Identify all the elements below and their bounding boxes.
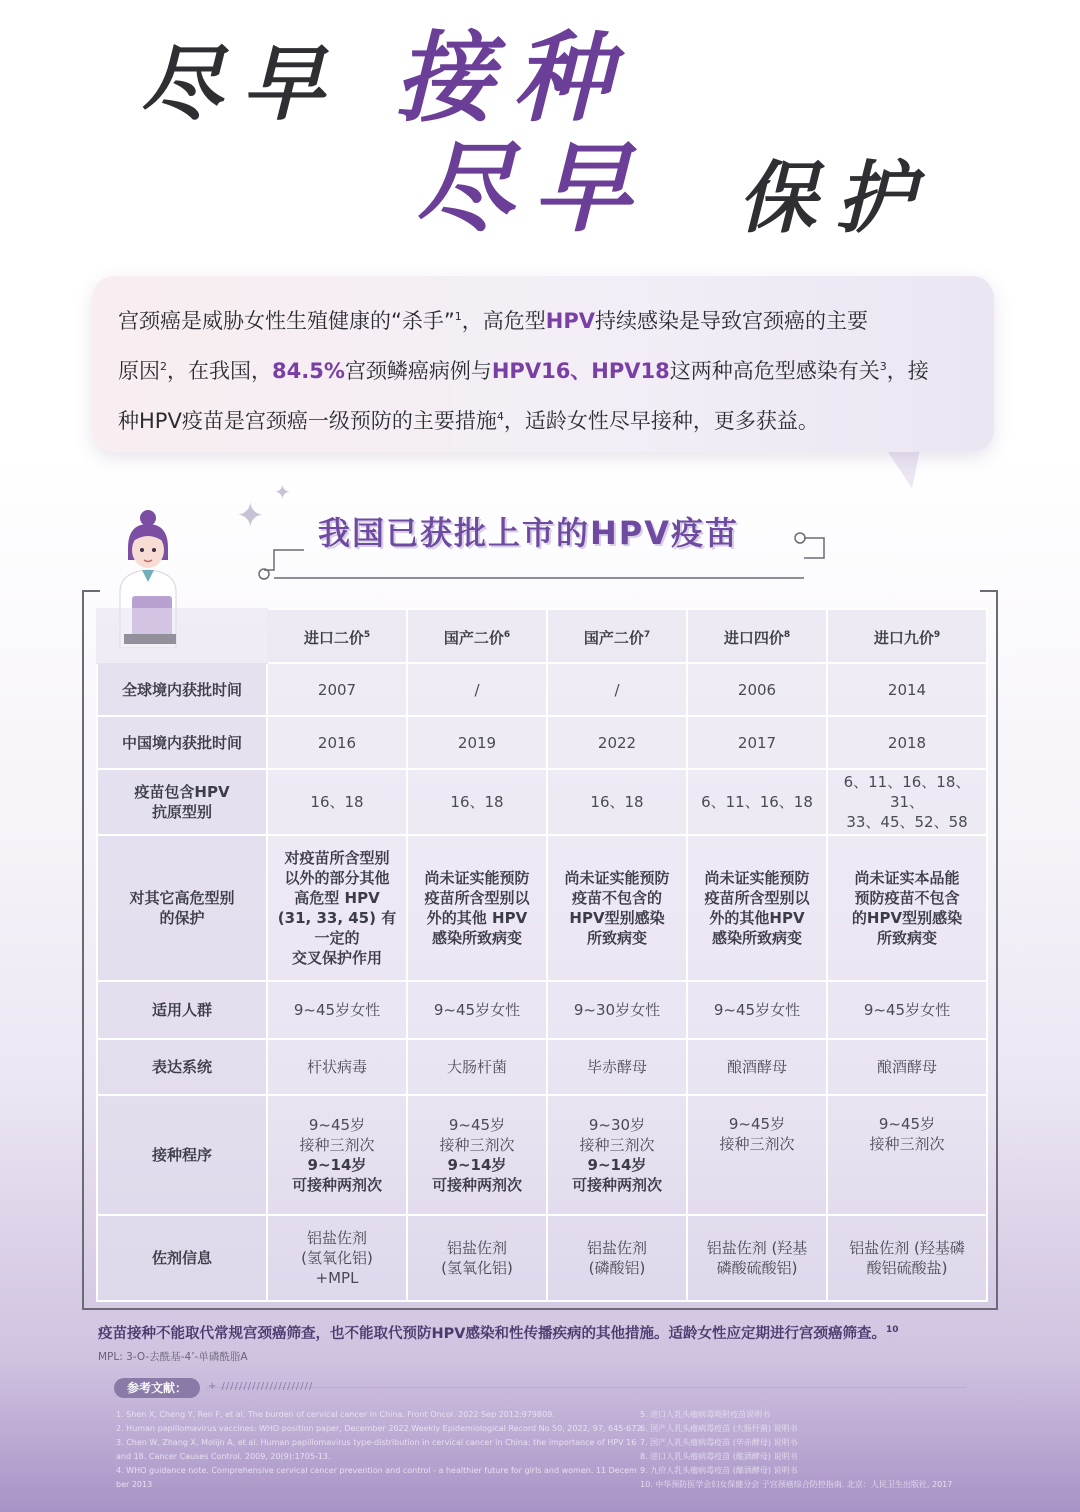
table-cell: 9~30岁女性 xyxy=(547,981,687,1039)
col-header: 进口二价$^5$ xyxy=(267,609,407,663)
reference-item: 8. 进口人乳头瘤病毒疫苗 (酿酒酵母) 说明书 xyxy=(640,1452,798,1461)
table-row xyxy=(97,1095,987,1215)
reference-item: ber 2013 xyxy=(116,1480,153,1489)
intro-text: ，在我国， xyxy=(167,359,272,383)
table-cell: 2006 xyxy=(687,663,827,716)
sparkle-icon: ✦ xyxy=(274,480,291,504)
table-cell: 9~45岁 接种三剂次 9~14岁 可接种两剂次 xyxy=(267,1095,407,1215)
intro-text: 宫颈鳞癌病例与 xyxy=(344,359,492,383)
table-cell: / xyxy=(407,663,547,716)
intro-line-3 xyxy=(118,394,970,444)
table-cell: 9~30岁 接种三剂次 9~14岁 可接种两剂次 xyxy=(547,1095,687,1215)
row-header: 对其它高危型别 的保护 xyxy=(97,835,267,981)
headline-part2: 接种 xyxy=(395,22,632,136)
table-cell: 铝盐佐剂 (羟基 磷酸硫酸铝) xyxy=(687,1215,827,1301)
headline-part3: 尽早 xyxy=(415,132,652,246)
table-cell: 铝盐佐剂 (磷酸铝) xyxy=(547,1215,687,1301)
ref-sup: 1 xyxy=(454,310,462,323)
row-header: 表达系统 xyxy=(97,1039,267,1095)
references-label: 参考文献： xyxy=(114,1378,200,1398)
table-cell: 铝盐佐剂 (氢氧化铝) +MPL xyxy=(267,1215,407,1301)
row-header: 接种程序 xyxy=(97,1095,267,1215)
references-right xyxy=(640,1408,952,1492)
ref-sup: 2 xyxy=(160,360,167,373)
intro-text: 宫颈癌是威胁女性生殖健康的“杀手” xyxy=(118,309,455,333)
table-row xyxy=(97,769,987,835)
reference-item: 4. WHO guidance note. Comprehensive cervical cancer prevention and control - a healthier future for girls and women. 11 Decem xyxy=(116,1466,637,1475)
intro-highlight: 84.5% xyxy=(272,359,345,383)
table-cell: 16、18 xyxy=(267,769,407,835)
table-cell: 杆状病毒 xyxy=(267,1039,407,1095)
table-cell: 大肠杆菌 xyxy=(407,1039,547,1095)
headline-part1: 尽早 xyxy=(140,37,344,132)
table-row xyxy=(97,663,987,716)
row-header: 全球境内获批时间 xyxy=(97,663,267,716)
table-cell: 铝盐佐剂 (羟基磷 酸铝硫酸盐) xyxy=(827,1215,987,1301)
table-cell: 6、11、16、18 xyxy=(687,769,827,835)
reference-item: 7. 国产人乳头瘤病毒疫苗 (毕赤酵母) 说明书 xyxy=(640,1438,798,1447)
intro-text: 原因 xyxy=(118,359,160,383)
table-header-row xyxy=(97,609,987,663)
ref-sup: 4 xyxy=(496,410,504,423)
headline-part4: 保护 xyxy=(738,154,935,244)
table-cell: 9~45岁 接种三剂次 9~14岁 可接种两剂次 xyxy=(407,1095,547,1215)
table-cell: 9~45岁 接种三剂次 xyxy=(827,1095,987,1215)
table-row xyxy=(97,1215,987,1301)
reference-item: 5. 进口人乳头瘤病毒吸附疫苗说明书 xyxy=(640,1410,771,1419)
table-cell: 2017 xyxy=(687,716,827,769)
table-cell: 毕赤酵母 xyxy=(547,1039,687,1095)
col-header: 国产二价$^7$ xyxy=(547,609,687,663)
reference-item: 9. 九价人乳头瘤病毒疫苗 (酿酒酵母) 说明书 xyxy=(640,1466,798,1475)
table-cell: 9~45岁女性 xyxy=(687,981,827,1039)
table-cell: 6、11、16、18、31、 33、45、52、58 xyxy=(827,769,987,835)
references-divider-decoration: + ///////////////////// xyxy=(208,1381,314,1392)
col-header: 进口九价$^9$ xyxy=(827,609,987,663)
table-cell: 2022 xyxy=(547,716,687,769)
row-header: 中国境内获批时间 xyxy=(97,716,267,769)
intro-text: 种HPV疫苗是宫颈癌一级预防的主要措施 xyxy=(118,409,497,433)
table-cell: 9~45岁女性 xyxy=(267,981,407,1039)
table-cell: 酿酒酵母 xyxy=(827,1039,987,1095)
table-cell: 2014 xyxy=(827,663,987,716)
references-divider xyxy=(206,1387,966,1388)
table-row xyxy=(97,981,987,1039)
reference-item: and 18. Cancer Causes Control. 2009, 20(9):1705-13. xyxy=(116,1452,331,1461)
row-header: 佐剂信息 xyxy=(97,1215,267,1301)
table-cell: 尚未证实能预防 疫苗所含型别以 外的其他HPV 感染所致病变 xyxy=(687,835,827,981)
col-header: 进口四价$^8$ xyxy=(687,609,827,663)
table-cell: 16、18 xyxy=(547,769,687,835)
table-cell: 2019 xyxy=(407,716,547,769)
table-cell: 9~45岁 接种三剂次 xyxy=(687,1095,827,1215)
reference-item: 6. 国产人乳头瘤病毒疫苗 (大肠杆菌) 说明书 xyxy=(640,1424,798,1433)
sparkle-icon: ✦ xyxy=(236,496,265,536)
intro-line-1 xyxy=(118,294,970,344)
table-row xyxy=(97,835,987,981)
intro-highlight: HPV16、HPV18 xyxy=(491,359,670,383)
reference-item: 3. Chen W, Zhang X, Molijn A, et al. Human papillomavirus type-distribution in cervical cancer in China: the importance of HPV 16 xyxy=(116,1438,637,1447)
intro-text: 这两种高危型感染有关 xyxy=(669,359,880,383)
table-cell: 铝盐佐剂 (氢氧化铝) xyxy=(407,1215,547,1301)
intro-speech-bubble xyxy=(92,276,994,452)
table-corner xyxy=(97,609,267,663)
screening-footnote: 疫苗接种不能取代常规宫颈癌筛查，也不能取代预防HPV感染和性传播疾病的其他措施。适龄女性应定期进行宫颈癌筛查。$^{10}$ xyxy=(98,1325,899,1342)
table-cell: 9~45岁女性 xyxy=(827,981,987,1039)
table-row xyxy=(97,716,987,769)
table-cell: 2018 xyxy=(827,716,987,769)
intro-text: ，接 xyxy=(886,359,929,383)
intro-highlight: HPV xyxy=(545,309,595,333)
row-header: 适用人群 xyxy=(97,981,267,1039)
reference-item: 2. Human papillomavirus vaccines: WHO position paper, December 2022.Weekly Epidemiological Record No 50, 2022, 97, 645-672. xyxy=(116,1424,644,1433)
table-cell: / xyxy=(547,663,687,716)
table-cell: 尚未证实能预防 疫苗不包含的 HPV型别感染 所致病变 xyxy=(547,835,687,981)
col-header: 国产二价$^6$ xyxy=(407,609,547,663)
row-header: 疫苗包含HPV 抗原型别 xyxy=(97,769,267,835)
mpl-note: MPL: 3-O-去酰基-4’-单磷酰脂A xyxy=(98,1351,248,1363)
table-cell: 16、18 xyxy=(407,769,547,835)
table-cell: 对疫苗所含型别 以外的部分其他 高危型 HPV (31, 33, 45) 有 一定的 交叉保护作用 xyxy=(267,835,407,981)
table-row xyxy=(97,1039,987,1095)
table-cell: 尚未证实本品能 预防疫苗不包含 的HPV型别感染 所致病变 xyxy=(827,835,987,981)
intro-text: ，高危型 xyxy=(461,309,546,333)
reference-item: 1. Shen X, Cheng Y, Ren F, et al. The burden of cervical cancer in China. Front Oncol. 2022 Sep 2012:979809. xyxy=(116,1410,555,1419)
table-cell: 2016 xyxy=(267,716,407,769)
table-cell: 2007 xyxy=(267,663,407,716)
vaccine-comparison-table xyxy=(96,608,988,1302)
intro-text: 持续感染是导致宫颈癌的主要 xyxy=(594,309,868,333)
intro-text: ，适龄女性尽早接种，更多获益。 xyxy=(503,409,819,433)
table-cell: 酿酒酵母 xyxy=(687,1039,827,1095)
references-left xyxy=(116,1408,644,1492)
section-title: 我国已获批上市的HPV疫苗 xyxy=(318,514,740,552)
intro-line-2 xyxy=(118,344,970,394)
reference-item: 10. 中华预防医学会妇女保健分会 子宫颈癌综合防控指南. 北京：人民卫生出版社, 2017 xyxy=(640,1480,953,1489)
table-cell: 尚未证实能预防 疫苗所含型别以 外的其他 HPV 感染所致病变 xyxy=(407,835,547,981)
ref-sup: 3 xyxy=(879,360,887,373)
table-cell: 9~45岁女性 xyxy=(407,981,547,1039)
